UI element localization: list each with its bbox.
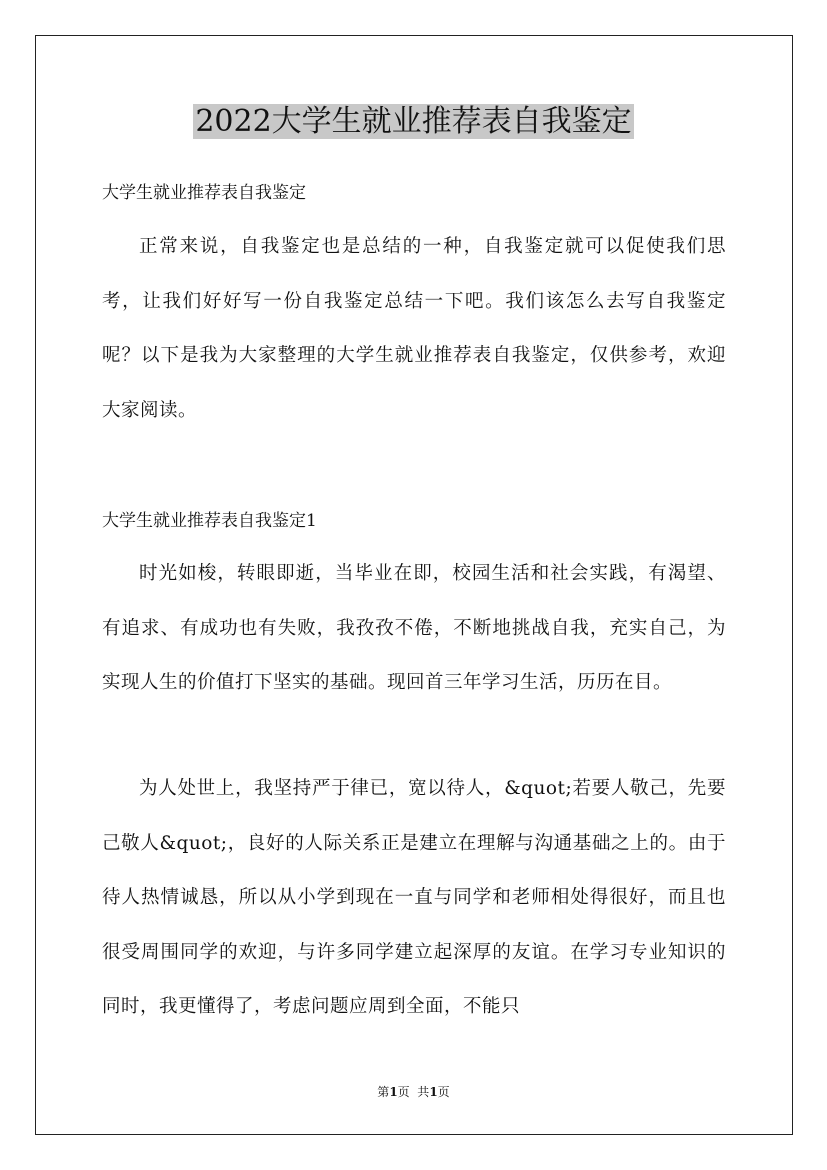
intro-heading: 大学生就业推荐表自我鉴定 [102, 183, 306, 203]
page-footer [0, 1083, 827, 1101]
footer-total-suffix: 页 [437, 1085, 450, 1099]
section1-paragraph-1: 时光如梭，转眼即逝，当毕业在即，校园生活和社会实践，有渴望、有追求、有成功也有失败，我孜孜不倦，不断地挑战自我，充实自己，为实现人生的价值打下坚实的基础。现回首三年学习生活，历历在目。 [102, 563, 726, 693]
document-title-text: 2022大学生就业推荐表自我鉴定 [195, 104, 632, 139]
footer-total-pages: 1 [429, 1085, 438, 1099]
footer-page-prefix: 第 [377, 1085, 390, 1099]
section1-paragraph-2: 为人处世上，我坚持严于律已，宽以待人，&quot;若要人敬己，先要己敬人&quot;，良好的人际关系正是建立在理解与沟通基础之上的。由于待人热情诚恳，所以从小学到现在一直与同学和老师相处得很好，而且也很受周围同学的欢迎，与许多同学建立起深厚的友谊。在学习专业知识的同时，我更懂得了，考虑问题应周到全面，不能只 [102, 778, 726, 1017]
footer-page-suffix: 页 共 [397, 1085, 430, 1099]
footer-page-number: 1 [389, 1085, 398, 1099]
section1-heading: 大学生就业推荐表自我鉴定1 [102, 511, 317, 531]
intro-paragraph: 正常来说，自我鉴定也是总结的一种，自我鉴定就可以促使我们思考，让我们好好写一份自我鉴定总结一下吧。我们该怎么去写自我鉴定呢？以下是我为大家整理的大学生就业推荐表自我鉴定，仅供参考，欢迎大家阅读。 [102, 236, 726, 421]
document-title [0, 100, 827, 144]
